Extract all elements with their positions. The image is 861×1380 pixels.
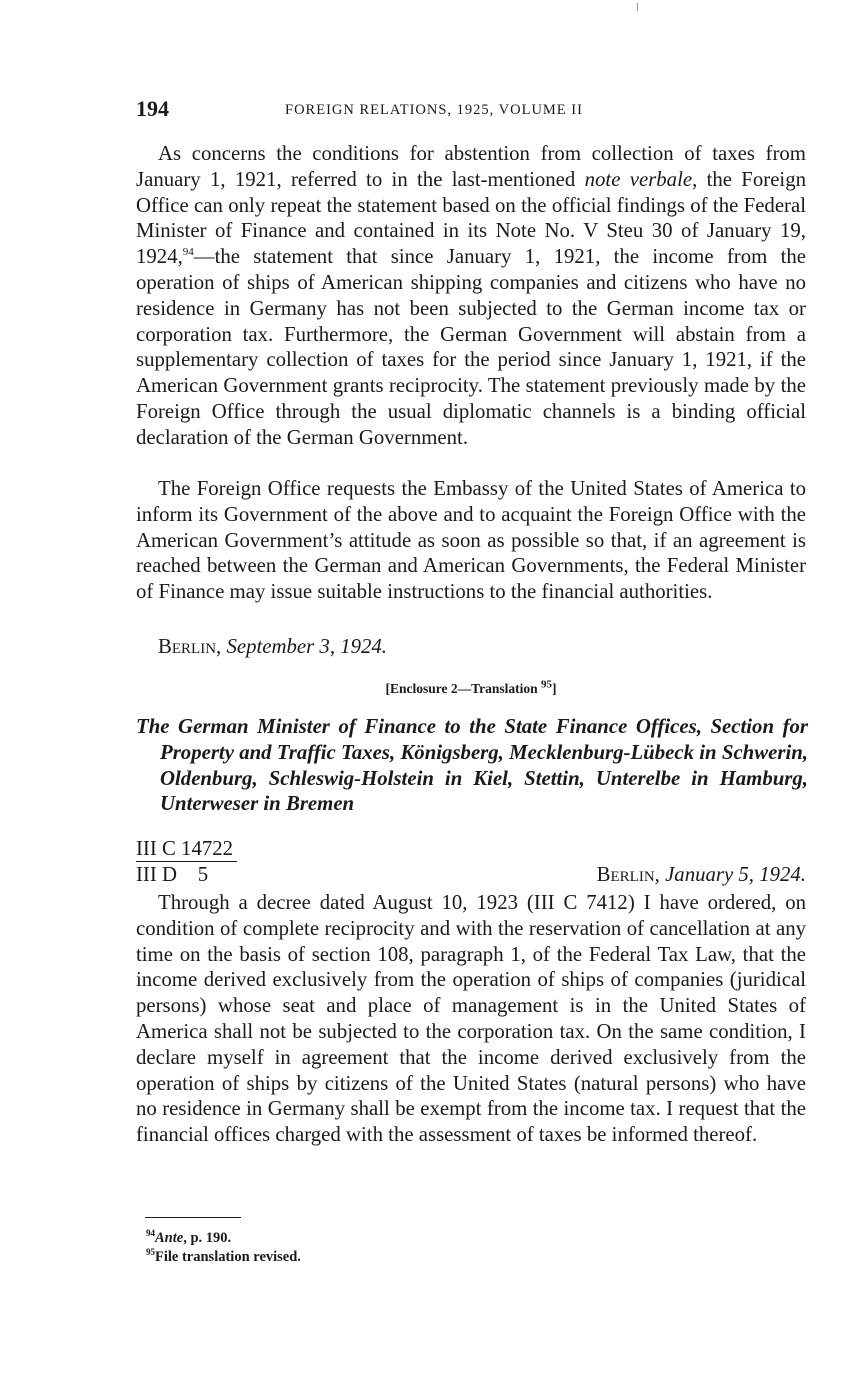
paragraph-2-text: The Foreign Office requests the Embassy of the United States of America to inform its Government of the above and to acquaint the Foreign Office with the American Government’s attitude as soon as possible so that, if an agreement is reached between the German and American Governments, the Federal Minister of Finance may issue suitable instructions to the financial authorities. xyxy=(136,477,806,604)
dateline-2-date: January 5, 1924. xyxy=(665,863,806,886)
body-paragraph-1 xyxy=(136,141,806,451)
document-heading: The German Minister of Finance to the State Finance Offices, Section for Property and Traffic Taxes, Königsberg, Mecklenburg-Lübeck in Schwerin, Oldenburg, Schleswig-Holstein in Kiel, Stettin, Unterelbe in Hamburg, Unterweser in Bremen xyxy=(136,715,808,816)
dateline-berlin-january: Berlin, January 5, 1924. xyxy=(596,863,806,886)
footnote-94-text: , p. 190. xyxy=(183,1230,232,1246)
paragraph-1-text-a: As concerns the conditions for abstention from collection of taxes from January 1, 1921, referred to in the last-mentioned xyxy=(136,142,806,191)
footnote-95-text: File translation revised. xyxy=(155,1248,301,1265)
page-header xyxy=(136,96,806,124)
enclosure-label-text: [Enclosure 2—Translation xyxy=(385,681,538,696)
dateline-2-place: Berlin xyxy=(596,863,655,886)
running-head: FOREIGN RELATIONS, 1925, VOLUME II xyxy=(285,102,583,118)
page-number: 194 xyxy=(136,96,169,121)
paragraph-1-text-c: —the statement that since January 1, 1921, the income from the operation of ships of American shipping companies and citizens who have no residence in Germany has not been subjected to the German income tax or corporation tax. Furthermore, the German Government will abstain from a supplementary collection of taxes for the period since January 1, 1921, if the American Government grants reciprocity. The statement previously made by the Foreign Office through the usual diplomatic channels is a binding official declaration of the German Government. xyxy=(136,245,806,449)
dateline-berlin-september: Berlin, September 3, 1924. xyxy=(158,635,388,658)
footnote-ref-94: 94 xyxy=(182,246,194,259)
footnote-95-mark: 95 xyxy=(146,1246,155,1257)
reference-line-2: III D 5 xyxy=(136,863,209,886)
body-paragraph-3 xyxy=(136,890,806,1148)
footnote-94-mark: 94 xyxy=(146,1228,155,1239)
footnotes xyxy=(146,1229,301,1266)
enclosure-label xyxy=(136,678,806,697)
enclosure-label-close: ] xyxy=(552,681,557,696)
reference-line-1: III C 14722 xyxy=(136,837,237,862)
footnote-ref-95: 95 xyxy=(541,678,552,691)
scan-artifact-mark xyxy=(637,3,638,11)
body-paragraph-2 xyxy=(136,476,806,605)
footnote-95 xyxy=(146,1248,301,1267)
footnote-94 xyxy=(146,1229,301,1248)
dateline-1-place: Berlin xyxy=(158,635,217,658)
paragraph-3-text: Through a decree dated August 10, 1923 (III C 7412) I have ordered, on condition of complete reciprocity and with the reservation of cancellation at any time on the basis of section 108, paragraph 1, of the Federal Tax Law, that the income derived exclusively from the operation of ships of companies (juridical persons) whose seat and place of management is in the United States of America shall not be subjected to the corporation tax. On the same condition, I declare myself in agreement that the income derived exclusively from the operation of ships by citizens of the United States (natural persons) who have no residence in Germany shall be exempt from the income tax. I request that the financial offices charged with the assessment of taxes be informed thereof. xyxy=(136,891,806,1147)
paragraph-1-italic-phrase: note verbale xyxy=(584,167,693,191)
footnote-94-italic: Ante xyxy=(155,1230,184,1246)
reference-block xyxy=(136,837,806,889)
footnote-divider xyxy=(145,1217,241,1218)
dateline-1-date: September 3, 1924. xyxy=(226,635,388,658)
paragraph-1-text-b: , the Foreign Office can only repeat the statement based on the official findings of the Federal Minister of Finance and contained in its Note No. V Steu 30 of January 19, 1924, xyxy=(136,167,806,269)
